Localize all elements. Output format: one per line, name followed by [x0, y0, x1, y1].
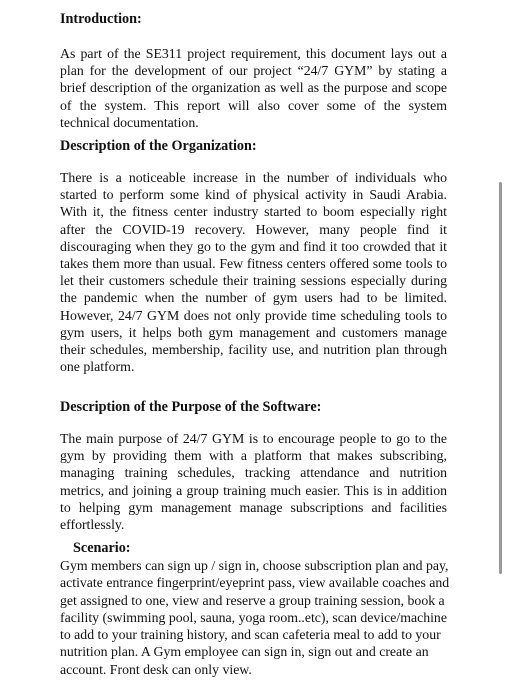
vertical-scrollbar[interactable]: [499, 182, 502, 574]
scenario-heading: Scenario:: [73, 540, 131, 556]
introduction-paragraph: As part of the SE311 project requirement, this document lays out a plan for the development of our project “24/7 GYM” by stating a brief description of the organization as well as the purpose and scope of the system. This report will also cover some of the system technical documentation.: [60, 46, 447, 130]
purpose-paragraph: The main purpose of 24/7 GYM is to encourage people to go to the gym by providing them with a platform that makes subscribing, managing training schedules, tracking attendance and nutrition metrics, and joining a group training much easier. This is in addition to helping gym management manage subscriptions and facilities effortlessly.: [60, 431, 447, 533]
purpose-heading: Description of the Purpose of the Software:: [60, 399, 322, 415]
organization-paragraph: There is a noticeable increase in the number of individuals who started to perform some kind of physical activity in Saudi Arabia. With it, the fitness center industry started to boom especially right after the COVID-19 recovery. However, many people find it discouraging when they go to the gym and find it too crowded that it takes them more than usual. Few fitness centers offered some tools to let their customers schedule their training sessions especially during the pandemic when the number of gym users had to be limited. However, 24/7 GYM does not only provide time scheduling tools to gym users, it helps both gym management and customers manage their schedules, membership, facility use, and nutrition plan through one platform.: [60, 170, 447, 375]
scenario-paragraph: Gym members can sign up / sign in, choose subscription plan and pay, activate entrance fingerprint/eyeprint pass, view available coaches and get assigned to one, view and reserve a group training session, book a facility (swimming pool, sauna, yoga room..etc), scan device/machine to add to your training history, and scan cafeteria meal to add to your nutrition plan. A Gym employee can sign in, sign out and create an account. Front desk can only view.: [60, 558, 450, 677]
organization-heading: Description of the Organization:: [60, 138, 257, 154]
introduction-heading: Introduction:: [60, 11, 142, 27]
